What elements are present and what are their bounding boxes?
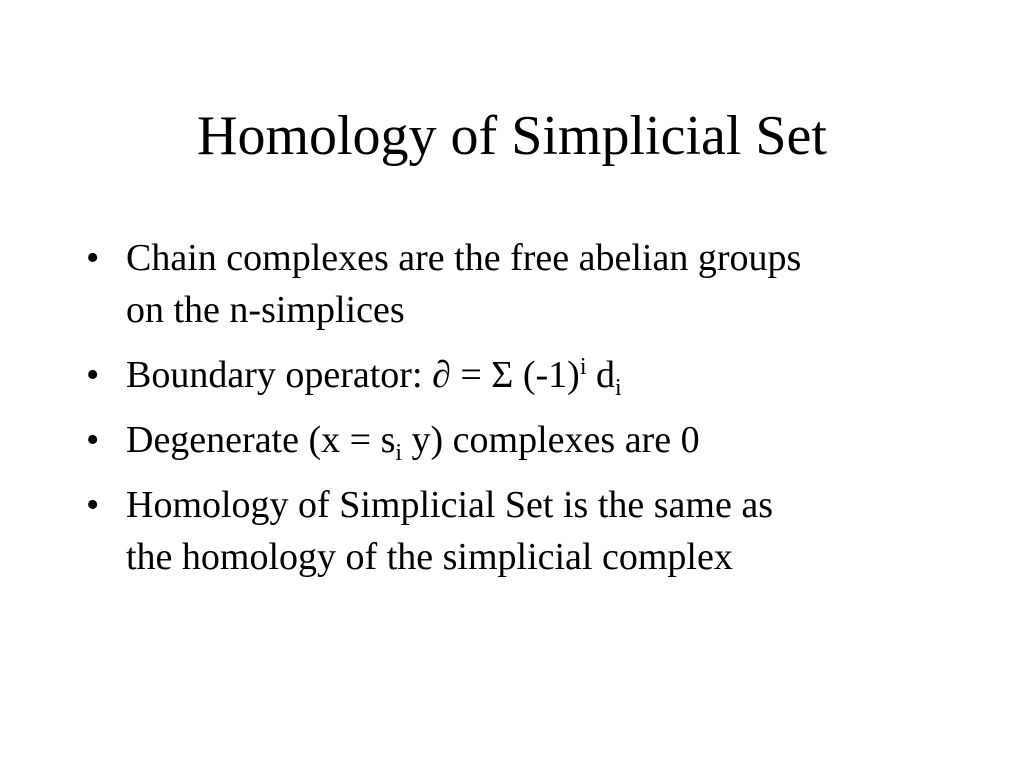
bullet-item-homology-same (82, 479, 962, 583)
bullet-text: Boundary operator: (126, 354, 433, 396)
bullet-text-line: Homology of Simplicial Set is the same as (126, 484, 773, 526)
bullet-text-line: on the n-simplices (126, 289, 405, 331)
partial-symbol: ∂ (432, 354, 451, 396)
bullet-dot-icon: • (86, 354, 100, 396)
bullet-dot-icon: • (86, 419, 100, 461)
bullet-item-boundary-operator (82, 349, 962, 401)
superscript-i: i (579, 354, 587, 380)
bullet-text-line: the homology of the simplicial complex (126, 536, 733, 578)
bullet-item-degenerate (82, 414, 962, 466)
equals-symbol: = (450, 354, 492, 396)
subscript-i: i (395, 440, 403, 466)
subscript-i: i (615, 375, 622, 401)
sigma-symbol: Σ (491, 354, 514, 396)
slide-title: Homology of Simplicial Set (197, 105, 827, 167)
bullet-dot-icon: • (86, 484, 100, 526)
face-map-d: d (586, 354, 616, 396)
bullet-item-chain-complexes (82, 232, 962, 336)
bullet-dot-icon: • (86, 237, 100, 279)
bullet-text-line: Chain complexes are the free abelian groups (126, 237, 802, 279)
bullet-text: y) complexes are 0 (402, 419, 700, 461)
bullet-text: Degenerate (x = s (126, 419, 396, 461)
sign-term: (-1) (513, 354, 580, 396)
bullet-list (82, 232, 962, 596)
